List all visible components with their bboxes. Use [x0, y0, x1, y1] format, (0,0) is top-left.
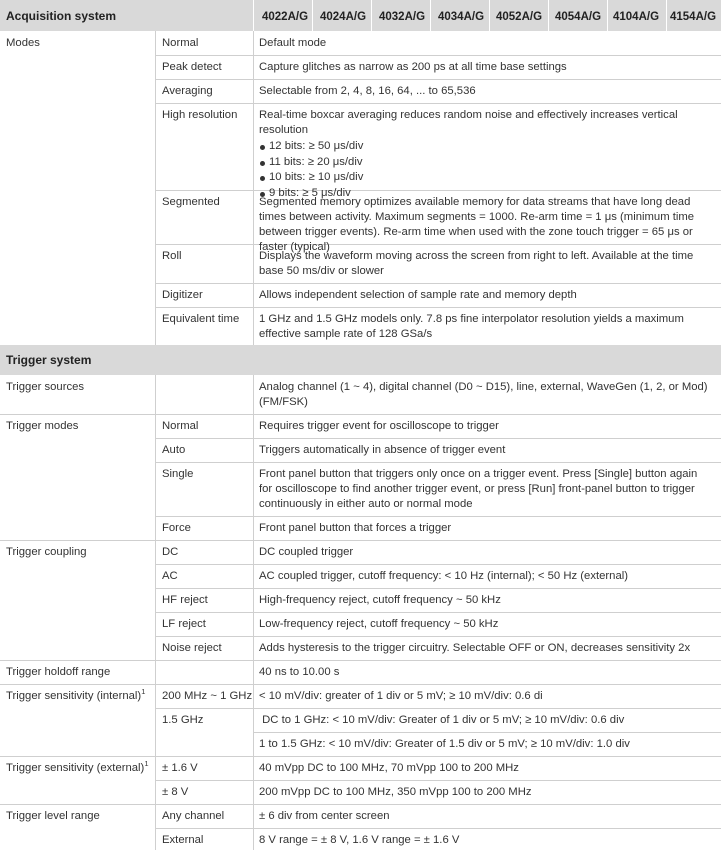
mode-high-resolution-desc: Real-time boxcar averaging reduces random noise and effectively increases vertical resolution 12 bits: ≥ 50 μs/div 11 bits: ≥ 20 μs/div 10 bits: ≥ 10 μs/div 9 bits: ≥ 5 μs/div	[259, 108, 717, 201]
mode-segmented-desc: Segmented memory optimizes available memory for data streams that have long dead times between activity. Maximum segments = 1000. Re-arm time = 1 μs (minimum time between trigger events). Re-arm time when used with the zone touch trigger = 65 μs or faster (typical)	[259, 196, 695, 253]
trigger-modes-label: Trigger modes	[6, 420, 79, 432]
sens-ext-8v-desc: 200 mVpp DC to 100 MHz, 350 mVpp 100 to 200 MHz	[259, 786, 532, 798]
trigger-level-range-label: Trigger level range	[6, 810, 100, 822]
trigger-mode-auto-desc: Triggers automatically in absence of trigger event	[259, 444, 506, 456]
sens-ext-1-6v-label: ± 1.6 V	[162, 762, 198, 774]
mode-segmented-label: Segmented	[162, 196, 220, 208]
sens-int-1-5ghz-desc-low: DC to 1 GHz: < 10 mV/div: Greater of 1 div or 5 mV; ≥ 10 mV/div: 0.6 div	[259, 714, 625, 726]
trigger-mode-single-label: Single	[162, 468, 194, 480]
list-item: 10 bits: ≥ 10 μs/div	[259, 170, 717, 186]
sens-ext-1-6v-desc: 40 mVpp DC to 100 MHz, 70 mVpp 100 to 200 MHz	[259, 762, 519, 774]
trigger-mode-force-label: Force	[162, 522, 191, 534]
mode-peak-detect-desc: Capture glitches as narrow as 200 ps at all time base settings	[259, 61, 567, 73]
trigger-sources-desc: Analog channel (1 ~ 4), digital channel (D0 ~ D15), line, external, WaveGen (1, 2, or Mod) (FM/FSK)	[259, 381, 708, 408]
trigger-sensitivity-external-label: Trigger sensitivity (external)$^1$	[6, 759, 149, 774]
coupling-dc-desc: DC coupled trigger	[259, 546, 354, 558]
mode-roll-desc: Displays the waveform moving across the screen from right to left. Available at the time base 50 ms/div or slower	[259, 250, 694, 277]
modes-label: Modes	[6, 37, 40, 49]
model-header: 4022A/G	[262, 11, 309, 23]
mode-roll-label: Roll	[162, 250, 182, 262]
sens-int-200mhz-desc: < 10 mV/div: greater of 1 div or 5 mV; ≥ 10 mV/div: 0.6 di	[259, 690, 543, 702]
mode-peak-detect-label: Peak detect	[162, 61, 222, 73]
mode-averaging-label: Averaging	[162, 85, 213, 97]
mode-digitizer-desc: Allows independent selection of sample rate and memory depth	[259, 289, 577, 301]
coupling-noise-reject-label: Noise reject	[162, 642, 222, 654]
level-any-channel-desc: ± 6 div from center screen	[259, 810, 390, 822]
model-header: 4032A/G	[379, 11, 426, 23]
coupling-dc-label: DC	[162, 546, 179, 558]
mode-digitizer-label: Digitizer	[162, 289, 203, 301]
coupling-lf-reject-desc: Low-frequency reject, cutoff frequency ~ 50 kHz	[259, 618, 499, 630]
trigger-mode-force-desc: Front panel button that forces a trigger	[259, 522, 452, 534]
mode-high-resolution-label: High resolution	[162, 109, 238, 121]
trigger-mode-single-desc: Front panel button that triggers only once on a trigger event. Press [Single] button again for oscilloscope to find another trigger event, or press [Run] front-panel button to trigger continuously in either auto or normal mode	[259, 468, 698, 510]
model-header: 4052A/G	[496, 11, 543, 23]
coupling-hf-reject-desc: High-frequency reject, cutoff frequency ~ 50 kHz	[259, 594, 501, 606]
coupling-ac-label: AC	[162, 570, 178, 582]
sens-int-200mhz-label: 200 MHz ~ 1 GHz	[162, 690, 253, 702]
list-item: 9 bits: ≥ 5 μs/div	[259, 186, 717, 202]
model-header: 4154A/G	[670, 11, 717, 23]
acquisition-system-heading: Acquisition system	[6, 9, 117, 23]
mode-normal-desc: Default mode	[259, 37, 327, 49]
trigger-holdoff-label: Trigger holdoff range	[6, 666, 111, 678]
trigger-holdoff-desc: 40 ns to 10.00 s	[259, 666, 340, 678]
coupling-hf-reject-label: HF reject	[162, 594, 208, 606]
model-header: 4054A/G	[555, 11, 602, 23]
list-item: 11 bits: ≥ 20 μs/div	[259, 155, 717, 171]
sens-int-1-5ghz-label: 1.5 GHz	[162, 714, 204, 726]
trigger-coupling-label: Trigger coupling	[6, 546, 87, 558]
trigger-mode-auto-label: Auto	[162, 444, 186, 456]
level-external-desc: 8 V range = ± 8 V, 1.6 V range = ± 1.6 V	[259, 834, 460, 846]
model-header: 4034A/G	[438, 11, 485, 23]
level-any-channel-label: Any channel	[162, 810, 225, 822]
model-header: 4104A/G	[613, 11, 660, 23]
sens-int-1-5ghz-desc-high: 1 to 1.5 GHz: < 10 mV/div: Greater of 1.5 div or 5 mV; ≥ 10 mV/div: 1.0 div	[259, 738, 630, 750]
trigger-sensitivity-internal-label: Trigger sensitivity (internal)$^1$	[6, 687, 146, 702]
footnote-marker: 1	[144, 759, 149, 769]
coupling-ac-desc: AC coupled trigger, cutoff frequency: < 10 Hz (internal); < 50 Hz (external)	[259, 570, 629, 582]
level-external-label: External	[162, 834, 204, 846]
list-item: 12 bits: ≥ 50 μs/div	[259, 139, 717, 155]
footnote-marker: 1	[141, 687, 146, 697]
model-header: 4024A/G	[320, 11, 367, 23]
mode-equivalent-time-label: Equivalent time	[162, 313, 240, 325]
mode-equivalent-time-desc: 1 GHz and 1.5 GHz models only. 7.8 ps fine interpolator resolution yields a maximum effective sample rate of 128 GSa/s	[259, 313, 684, 340]
trigger-system-heading: Trigger system	[6, 353, 92, 367]
sens-ext-8v-label: ± 8 V	[162, 786, 189, 798]
coupling-noise-reject-desc: Adds hysteresis to the trigger circuitry. Selectable OFF or ON, decreases sensitivity 2x	[259, 642, 691, 654]
mode-normal-label: Normal	[162, 37, 199, 49]
coupling-lf-reject-label: LF reject	[162, 618, 206, 630]
trigger-sources-label: Trigger sources	[6, 381, 85, 393]
trigger-mode-normal-label: Normal	[162, 420, 199, 432]
trigger-mode-normal-desc: Requires trigger event for oscilloscope to trigger	[259, 420, 499, 432]
mode-averaging-desc: Selectable from 2, 4, 8, 16, 64, ... to 65,536	[259, 85, 476, 97]
resolution-bullet-list	[259, 139, 717, 201]
trigger-header-band	[0, 345, 721, 375]
